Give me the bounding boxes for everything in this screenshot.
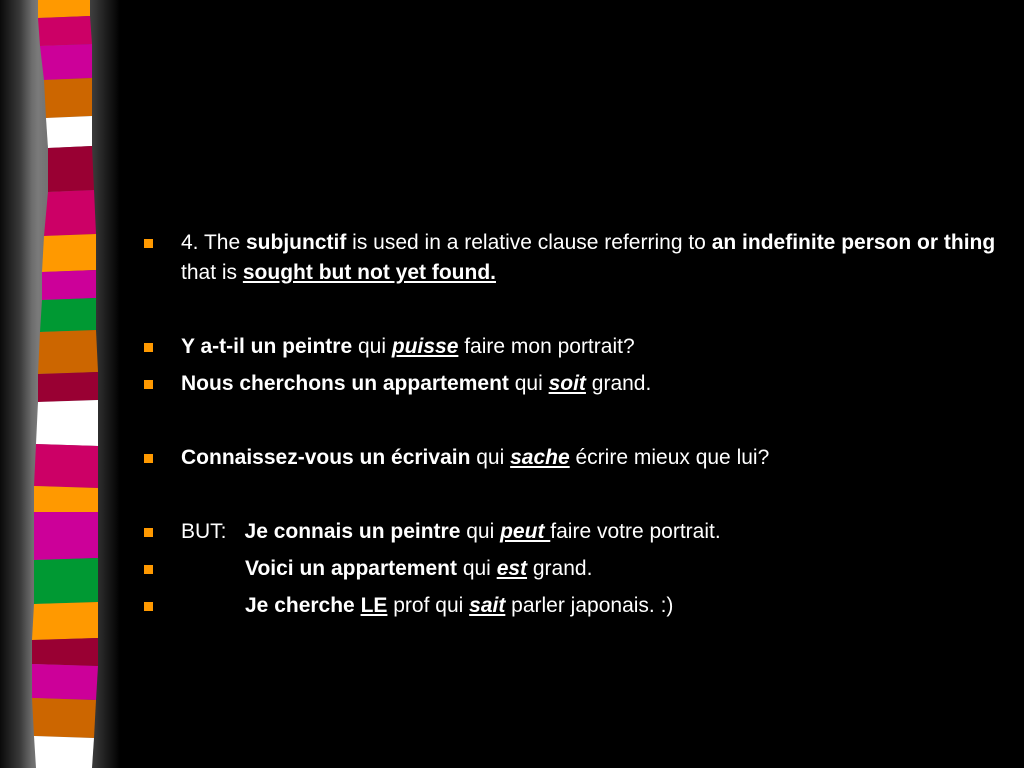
bullet-square-icon [144,528,153,537]
bullet-item-example [140,369,1000,399]
bullet-item-rule [140,228,1000,288]
text-segment: faire mon portrait? [458,335,635,358]
stripe [40,44,92,80]
stripe [38,0,90,18]
text-segment: an indefinite person or thing [711,231,996,254]
bullet-square-icon [144,380,153,389]
decorative-stripe-column [0,0,120,768]
spacer [140,288,1000,332]
text-segment: Voici un appartement [245,557,457,580]
stripe [38,372,98,402]
stripe [40,298,96,332]
stripe [32,638,98,666]
text-segment: LE [360,594,388,617]
stripe [42,234,96,272]
text-segment: parler japonais. :) [505,594,674,617]
text-segment: puisse [391,335,459,358]
stripe [38,330,98,374]
bullet-square-icon [144,343,153,352]
text-segment: sait [469,594,506,617]
text-segment: qui [460,520,501,543]
text-segment: peut [500,520,551,543]
stripe [32,602,98,640]
text-segment: subjunctif [246,231,347,254]
stripe [38,16,92,46]
bullet-item-example [140,332,1000,362]
text-segment: is used in a relative clause referring to [346,231,712,254]
text-segment: qui [456,557,497,580]
stripe [36,400,98,446]
text-segment: Y a-t-il un peintre [181,335,353,358]
text-segment: prof qui [387,594,470,617]
stripe [34,512,98,560]
text-segment: sought but not yet found. [242,261,496,284]
stripe [34,558,98,604]
text-segment: Connaissez-vous un écrivain [181,446,471,469]
text-segment: grand. [585,372,652,395]
text-segment: sache [510,446,570,469]
stripe [44,190,96,236]
text-segment: 4. The [181,231,246,254]
text-segment: soit [548,372,586,395]
stripe [46,116,92,148]
stripe [48,146,94,192]
text-segment: Nous cherchons un appartement [181,372,509,395]
bullet-list [140,228,1000,621]
text-segment: BUT: [181,520,227,543]
bullet-item-counterexample [140,517,1000,547]
text-segment: Je cherche [245,594,361,617]
spacer [140,399,1000,443]
text-segment: faire votre portrait. [550,520,721,543]
text-segment: qui [352,335,392,358]
bullet-item-example [140,443,1000,473]
stripe [32,664,98,700]
text-segment: that is [181,261,243,284]
bullet-item-counterexample [140,591,1000,621]
bullet-item-counterexample [140,554,1000,584]
stripe [42,270,96,300]
text-segment: Je connais un peintre [244,520,461,543]
text-segment: qui [508,372,549,395]
stripe [34,444,98,488]
stripe [32,698,96,738]
spacer [140,362,1000,369]
spacer [140,547,1000,554]
bullet-square-icon [144,565,153,574]
stripe [44,78,92,118]
stripe [34,486,98,512]
stripe [34,736,94,768]
text-segment: est [496,557,528,580]
spacer [140,473,1000,517]
spacer [140,584,1000,591]
bullet-square-icon [144,454,153,463]
bullet-square-icon [144,239,153,248]
text-segment: écrire mieux que lui? [569,446,770,469]
text-segment: qui [470,446,511,469]
bullet-square-icon [144,602,153,611]
text-segment: grand. [527,557,593,580]
